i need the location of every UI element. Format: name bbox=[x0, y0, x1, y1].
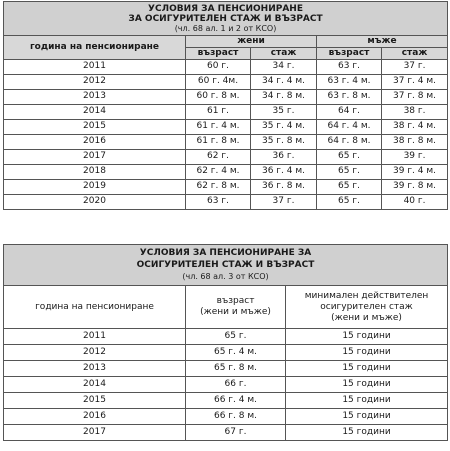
table1-cell-w-service: 34 г. 8 м. bbox=[251, 90, 317, 105]
table2-cell-age: 66 г. 4 м. bbox=[186, 393, 286, 409]
table1-cell-m-age: 63 г. 8 м. bbox=[317, 90, 382, 105]
table-row bbox=[4, 345, 448, 361]
table1-cell-year: 2015 bbox=[4, 120, 186, 135]
table2-col-year: година на пенсиониране bbox=[4, 286, 186, 329]
table1-cell-w-age: 62 г. bbox=[186, 150, 251, 165]
table-row bbox=[4, 165, 448, 180]
table-row bbox=[4, 60, 448, 75]
table2-cell-year: 2016 bbox=[4, 409, 186, 425]
table1-cell-w-service: 35 г. bbox=[251, 105, 317, 120]
table2-col-service-line3: (жени и мъже) bbox=[331, 312, 402, 323]
table1-cell-m-service: 38 г. 4 м. bbox=[382, 120, 448, 135]
table2-cell-service: 15 години bbox=[286, 345, 448, 361]
table1-cell-m-service: 37 г. 8 м. bbox=[382, 90, 448, 105]
table1-cell-m-service: 37 г. 4 м. bbox=[382, 75, 448, 90]
table1-cell-w-service: 34 г. bbox=[251, 60, 317, 75]
table1-group-women: жени bbox=[186, 36, 317, 48]
table-row bbox=[4, 393, 448, 409]
table2-cell-service: 15 години bbox=[286, 393, 448, 409]
table1-cell-w-age: 62 г. 4 м. bbox=[186, 165, 251, 180]
table1-cell-m-service: 38 г. 8 м. bbox=[382, 135, 448, 150]
table1-cell-w-age: 61 г. bbox=[186, 105, 251, 120]
table2-cell-service: 15 години bbox=[286, 425, 448, 441]
table1-cell-m-age: 65 г. bbox=[317, 195, 382, 210]
table1-cell-m-service: 39 г. 4 м. bbox=[382, 165, 448, 180]
table1-cell-w-service: 36 г. 4 м. bbox=[251, 165, 317, 180]
table-row bbox=[4, 195, 448, 210]
table1-cell-m-age: 64 г. bbox=[317, 105, 382, 120]
table-row bbox=[4, 150, 448, 165]
table1-cell-year: 2018 bbox=[4, 165, 186, 180]
table2-cell-year: 2015 bbox=[4, 393, 186, 409]
table1-women-service-header: стаж bbox=[251, 48, 317, 60]
table1-cell-w-service: 35 г. 4 м. bbox=[251, 120, 317, 135]
table1-cell-w-service: 37 г. bbox=[251, 195, 317, 210]
table-row bbox=[4, 329, 448, 345]
table1-cell-w-age: 62 г. 8 м. bbox=[186, 180, 251, 195]
table2-cell-age: 65 г. bbox=[186, 329, 286, 345]
table1-cell-year: 2019 bbox=[4, 180, 186, 195]
table1-cell-m-age: 64 г. 8 м. bbox=[317, 135, 382, 150]
table1-title-line2: ЗА ОСИГУРИТЕЛЕН СТАЖ И ВЪЗРАСТ bbox=[128, 14, 323, 24]
table1-cell-m-service: 37 г. bbox=[382, 60, 448, 75]
table1-cell-m-age: 64 г. 4 м. bbox=[317, 120, 382, 135]
table-row bbox=[4, 75, 448, 90]
table-row bbox=[4, 361, 448, 377]
table2-col-service bbox=[286, 286, 448, 329]
table-row bbox=[4, 409, 448, 425]
table1-group-men: мъже bbox=[317, 36, 448, 48]
table1-cell-w-age: 63 г. bbox=[186, 195, 251, 210]
table1-reference: (чл. 68 ал. 1 и 2 от КСО) bbox=[174, 24, 277, 33]
table1-cell-year: 2012 bbox=[4, 75, 186, 90]
table2-reference: (чл. 68 ал. 3 от КСО) bbox=[182, 272, 269, 281]
table2-cell-service: 15 години bbox=[286, 329, 448, 345]
table1-cell-m-service: 38 г. bbox=[382, 105, 448, 120]
table2-col-service-line1: минимален действителен bbox=[304, 290, 429, 301]
table1-cell-year: 2011 bbox=[4, 60, 186, 75]
table2-cell-age: 66 г. 8 м. bbox=[186, 409, 286, 425]
table1-cell-w-age: 61 г. 4 м. bbox=[186, 120, 251, 135]
table1-cell-w-age: 60 г. bbox=[186, 60, 251, 75]
table1-cell-m-service: 39 г. bbox=[382, 150, 448, 165]
table1-women-age-header: възраст bbox=[186, 48, 251, 60]
table2-cell-age: 67 г. bbox=[186, 425, 286, 441]
table1-cell-m-age: 65 г. bbox=[317, 180, 382, 195]
table1-title bbox=[4, 2, 448, 36]
table1-cell-w-age: 60 г. 4м. bbox=[186, 75, 251, 90]
table1-cell-m-age: 63 г. 4 м. bbox=[317, 75, 382, 90]
table1-cell-m-age: 65 г. bbox=[317, 165, 382, 180]
table1-cell-w-service: 36 г. 8 м. bbox=[251, 180, 317, 195]
table1-cell-year: 2016 bbox=[4, 135, 186, 150]
table2-cell-age: 65 г. 8 м. bbox=[186, 361, 286, 377]
table2-cell-year: 2012 bbox=[4, 345, 186, 361]
table2-cell-service: 15 години bbox=[286, 377, 448, 393]
table1-cell-m-service: 40 г. bbox=[382, 195, 448, 210]
table2-title-line2: ОСИГУРИТЕЛЕН СТАЖ И ВЪЗРАСТ bbox=[136, 260, 315, 270]
table2-cell-year: 2014 bbox=[4, 377, 186, 393]
table1-cell-w-service: 36 г. bbox=[251, 150, 317, 165]
table2-title bbox=[4, 245, 448, 286]
table1-cell-w-service: 35 г. 8 м. bbox=[251, 135, 317, 150]
table1-men-service-header: стаж bbox=[382, 48, 448, 60]
table1-col-year: година на пенсиониране bbox=[4, 36, 186, 60]
table-row bbox=[4, 135, 448, 150]
table2-cell-age: 66 г. bbox=[186, 377, 286, 393]
table2-cell-year: 2011 bbox=[4, 329, 186, 345]
table1-cell-m-age: 63 г. bbox=[317, 60, 382, 75]
table1-cell-year: 2013 bbox=[4, 90, 186, 105]
table1-cell-w-age: 61 г. 8 м. bbox=[186, 135, 251, 150]
table2-cell-year: 2013 bbox=[4, 361, 186, 377]
table1-men-age-header: възраст bbox=[317, 48, 382, 60]
table1-cell-year: 2017 bbox=[4, 150, 186, 165]
table-row bbox=[4, 120, 448, 135]
table-row bbox=[4, 377, 448, 393]
table1-title-line1: УСЛОВИЯ ЗА ПЕНСИОНИРАНЕ bbox=[148, 4, 303, 14]
table1-cell-m-service: 39 г. 8 м. bbox=[382, 180, 448, 195]
table2-col-age bbox=[186, 286, 286, 329]
table1-cell-w-age: 60 г. 8 м. bbox=[186, 90, 251, 105]
retirement-table-art68-3 bbox=[3, 244, 448, 441]
table1-cell-year: 2014 bbox=[4, 105, 186, 120]
table-row bbox=[4, 425, 448, 441]
table-row bbox=[4, 180, 448, 195]
table2-cell-service: 15 години bbox=[286, 361, 448, 377]
table1-cell-w-service: 34 г. 4 м. bbox=[251, 75, 317, 90]
table-row bbox=[4, 90, 448, 105]
retirement-table-art68-1-2 bbox=[3, 1, 448, 210]
table2-col-age-line2: (жени и мъже) bbox=[200, 307, 271, 317]
table2-col-age-line1: възраст bbox=[216, 296, 255, 306]
table2-cell-year: 2017 bbox=[4, 425, 186, 441]
table2-cell-age: 65 г. 4 м. bbox=[186, 345, 286, 361]
table1-cell-m-age: 65 г. bbox=[317, 150, 382, 165]
table2-cell-service: 15 години bbox=[286, 409, 448, 425]
table2-col-service-line2: осигурителен стаж bbox=[320, 301, 413, 312]
table2-title-line1: УСЛОВИЯ ЗА ПЕНСИОНИРАНЕ ЗА bbox=[139, 248, 312, 258]
table1-cell-year: 2020 bbox=[4, 195, 186, 210]
table-row bbox=[4, 105, 448, 120]
